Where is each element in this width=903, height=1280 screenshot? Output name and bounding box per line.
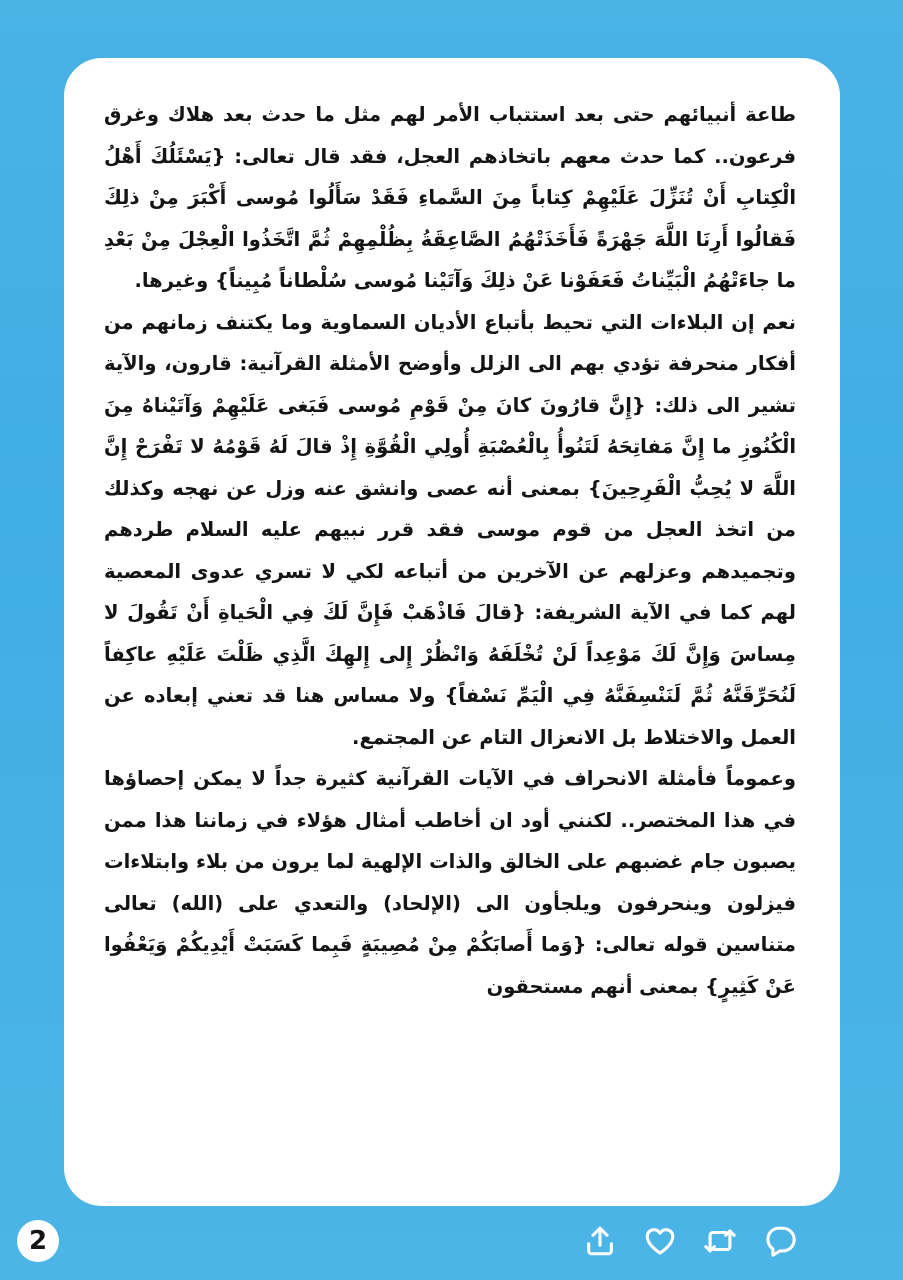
post-card <box>64 58 840 1206</box>
comment-icon <box>763 1224 797 1258</box>
post-footer <box>0 1208 903 1280</box>
retweet-icon <box>703 1224 737 1258</box>
paragraph-2: نعم إن البلاءات التي تحيط بأتباع الأديان السماوية وما يكتنف زمانهم من أفكار منحرفة تؤدي بهم الى الزلل وأوضح الأمثلة القرآنية: قارون، والآية تشير الى ذلك: {إِنَّ قارُونَ كانَ مِنْ قَوْمِ مُوسى فَبَغى عَلَيْهِمْ وَآتَيْناهُ مِنَ الْكُنُوزِ ما إِنَّ مَفاتِحَهُ لَتَنُوأُ بِالْعُصْبَةِ أُولِي الْقُوَّةِ إِذْ قالَ لَهُ قَوْمُهُ لا تَفْرَحْ إِنَّ اللَّهَ لا يُحِبُّ الْفَرِحِينَ} بمعنى أنه عصى وانشق عنه وزل عن نهجه وكذلك من اتخذ العجل من قوم موسى فقد قرر نبيهم عليه السلام طردهم وتجميدهم وعزلهم عن الآخرين من أتباعه لكي لا تسري عدوى المعصية لهم كما في الآية الشريفة: {قالَ فَاذْهَبْ فَإِنَّ لَكَ فِي الْحَياةِ أَنْ تَقُولَ لا مِساسَ وَإِنَّ لَكَ مَوْعِداً لَنْ تُخْلَفَهُ وَانْظُرْ إِلى إِلهِكَ الَّذِي ظَلْتَ عَلَيْهِ عاكِفاً لَنُحَرِّقَنَّهُ ثُمَّ لَنَنْسِفَنَّهُ فِي الْيَمِّ نَسْفاً} ولا مساس هنا قد تعني إبعاده عن العمل والاختلاط بل الانعزال التام عن المجتمع. <box>104 310 796 749</box>
paragraph-1: طاعة أنبيائهم حتى بعد استتباب الأمر لهم مثل ما حدث بعد هلاك وغرق فرعون.. كما حدث معهم باتخاذهم العجل، فقد قال تعالى: {يَسْئَلُكَ أَهْلُ الْكِتابِ أَنْ تُنَزِّلَ عَلَيْهِمْ كِتاباً مِنَ السَّماءِ فَقَدْ سَأَلُوا مُوسى أَكْبَرَ مِنْ ذلِكَ فَقالُوا أَرِنَا اللَّهَ جَهْرَةً فَأَخَذَتْهُمُ الصَّاعِقَةُ بِظُلْمِهِمْ ثُمَّ اتَّخَذُوا الْعِجْلَ مِنْ بَعْدِ ما جاءَتْهُمُ الْبَيِّناتُ فَعَفَوْنا عَنْ ذلِكَ وَآتَيْنا مُوسى سُلْطاناً مُبِيناً} وغيرها. <box>104 103 796 292</box>
article-body <box>104 94 796 1007</box>
paragraph-3: وعموماً فأمثلة الانحراف في الآيات القرآنية كثيرة جداً لا يمكن إحصاؤها في هذا المختصر.. لكنني أود ان أخاطب أمثال هؤلاء في زماننا هذا ممن يصبون جام غضبهم على الخالق والذات الإلهية لما يرون من بلاء وابتلاءات فيزلون وينحرفون ويلجأون الى (الإلحاد) والتعدي على (الله) تعالى متناسين قوله تعالى: {وَما أَصابَكُمْ مِنْ مُصِيبَةٍ فَبِما كَسَبَتْ أَيْدِيكُمْ وَيَعْفُوا عَنْ كَثِيرٍ} بمعنى أنهم مستحقون <box>104 767 796 998</box>
retweet-button[interactable] <box>701 1222 739 1260</box>
reply-button[interactable] <box>761 1222 799 1260</box>
like-button[interactable] <box>641 1222 679 1260</box>
page-number-badge: 2 <box>17 1220 59 1262</box>
share-button[interactable] <box>581 1222 619 1260</box>
heart-icon <box>643 1224 677 1258</box>
share-icon <box>583 1224 617 1258</box>
action-bar <box>581 1222 799 1260</box>
